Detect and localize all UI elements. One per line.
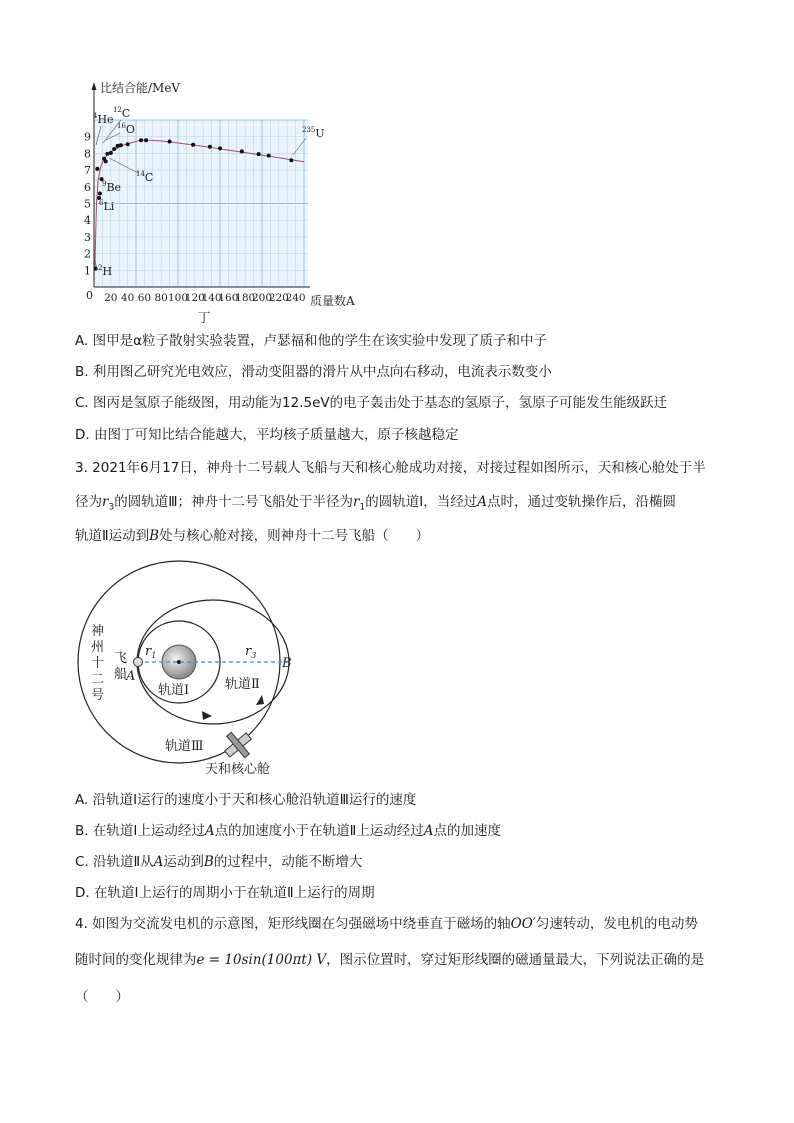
q2-option-d[interactable]: D. 由图丁可知比结合能越大，平均核子质量越大，原子核越稳定	[75, 427, 459, 443]
y-tick-label: 9	[84, 130, 91, 144]
q2-option-d-text: 由图丁可知比结合能越大，平均核子质量越大，原子核越稳定	[93, 427, 459, 443]
data-point	[240, 149, 244, 153]
data-point	[126, 142, 130, 146]
y-tick-label: 3	[84, 230, 91, 244]
binding-energy-chart	[70, 70, 370, 340]
q2-option-a[interactable]: A. 图甲是α粒子散射实验装置，卢瑟福和他的学生在该实验中发现了质子和中子	[75, 333, 547, 349]
station-label: 天和核心舱	[205, 762, 271, 777]
data-point	[104, 159, 108, 163]
q2-option-c-text: 图丙是氢原子能级图，用动能为12.5eV的电子轰击处于基态的氢原子，氢原子可能发生能级跃迁	[93, 395, 668, 411]
data-point	[257, 152, 261, 156]
q2-option-a-text: 图甲是α粒子散射实验装置，卢瑟福和他的学生在该实验中发现了质子和中子	[92, 333, 547, 349]
q4-stem-line2: 随时间的变化规律为e = 10sin(100πt) V，图示位置时，穿过矩形线圈的磁通量最大，下列说法正确的是	[75, 952, 705, 968]
x-tick-label: 220	[268, 292, 289, 304]
label-h2: $^2$H	[98, 264, 113, 278]
q3-option-d[interactable]: D. 在轨道Ⅰ上运行的周期小于在轨道Ⅱ上运行的周期	[75, 885, 375, 901]
spacecraft-icon	[134, 658, 143, 667]
x-tick-label: 160	[218, 292, 239, 304]
q3-option-a[interactable]: A. 沿轨道Ⅰ运行的速度小于天和核心舱沿轨道Ⅲ运行的速度	[75, 792, 417, 808]
x-tick-label: 100	[167, 292, 189, 304]
data-point	[289, 158, 293, 162]
y-tick-label: 8	[84, 147, 91, 161]
y-tick-label: 2	[84, 247, 91, 261]
q2-option-b[interactable]: B. 利用图乙研究光电效应，滑动变阻器的滑片从中点向右移动，电流表示数变小	[75, 364, 552, 380]
y-tick-label: 6	[84, 180, 91, 194]
label-li6: $^6$Li	[99, 199, 115, 213]
data-point	[144, 138, 148, 142]
orbit-three-label: 轨道Ⅲ	[165, 739, 204, 754]
data-point	[267, 154, 271, 158]
label-c14: $^{14}$C	[136, 170, 154, 184]
q2-option-b-text: 利用图乙研究光电效应，滑动变阻器的滑片从中点向右移动，电流表示数变小	[92, 364, 552, 380]
label-o16: $^{16}$O	[117, 122, 135, 136]
y-tick-label: 1	[84, 264, 91, 278]
data-point	[95, 167, 99, 171]
q3-stem-line3: 轨道Ⅱ运动到B处与核心舱对接，则神舟十二号飞船（ ）	[75, 528, 430, 544]
data-point	[98, 191, 102, 195]
orbit-one-label: 轨道Ⅰ	[158, 683, 190, 698]
y-tick-label: 7	[84, 164, 91, 178]
y-tick-label: 4	[84, 214, 91, 228]
data-point	[168, 140, 172, 144]
q2-option-c[interactable]: C. 图丙是氢原子能级图，用动能为12.5eV的电子轰击处于基态的氢原子，氢原子可能发生能级跃迁	[75, 395, 668, 411]
label-be9: $^9$Be	[102, 180, 122, 194]
x-tick-label: 40	[120, 292, 135, 304]
q3-stem-line1: 3. 2021年6月17日，神舟十二号载人飞船与天和核心舱成功对接，对接过程如图所示，天和核心舱处于半	[75, 460, 706, 476]
orbit-arrow	[202, 711, 212, 720]
orbit-arrow-2	[256, 695, 264, 705]
chart-caption: 丁	[197, 311, 211, 326]
data-point	[208, 145, 212, 149]
x-tick-label: 120	[184, 292, 205, 304]
ship-label-vertical: 飞船	[114, 651, 128, 682]
x-axis-label: 质量数A	[310, 294, 355, 308]
x-tick-label: 140	[201, 292, 222, 304]
data-point	[119, 143, 123, 147]
x-tick-label: 60	[137, 292, 152, 304]
y-axis-label: 比结合能/MeV	[100, 81, 181, 95]
orbit-diagram	[70, 555, 310, 785]
data-point	[139, 138, 143, 142]
emf-formula: e = 10sin(100πt) V	[196, 952, 327, 968]
r3-label: $r_3$	[245, 644, 257, 660]
label-u235: $^{235}$U	[302, 126, 325, 140]
y-tick-label: 5	[84, 197, 91, 211]
data-point	[116, 144, 120, 148]
q3-option-b[interactable]: B. 在轨道Ⅰ上运动经过A点的加速度小于在轨道Ⅱ上运动经过A点的加速度	[75, 823, 501, 839]
data-point	[191, 143, 195, 147]
r1-label: $r_1$	[145, 644, 157, 660]
data-point	[109, 151, 113, 155]
label-he4: $^4$He	[93, 112, 114, 126]
data-point	[218, 146, 222, 150]
orbit-two-label: 轨道Ⅱ	[225, 677, 260, 692]
point-b-label: B	[282, 656, 292, 671]
q4-stem-line1: 4. 如图为交流发电机的示意图，矩形线圈在匀强磁场中绕垂直于磁场的轴OO′匀速转动，发电机的电动势	[75, 916, 698, 932]
origin-label: 0	[86, 289, 93, 302]
x-tick-label: 80	[154, 292, 168, 304]
point-a-label: A	[126, 669, 136, 684]
x-tick-label: 180	[235, 292, 256, 304]
q4-stem-line3: （ ）	[75, 989, 129, 1005]
q3-option-c[interactable]: C. 沿轨道Ⅱ从A运动到B的过程中，动能不断增大	[75, 854, 363, 870]
y-tick-labels	[84, 131, 91, 278]
data-point	[112, 147, 116, 151]
x-tick-label: 20	[104, 292, 118, 304]
spacecraft-name-vertical: 神州十二号	[91, 624, 105, 703]
q3-stem-line2: 径为$r_3$的圆轨道Ⅲ；神舟十二号飞船处于半径为$r_1$的圆轨道Ⅰ，当经过A点时，通过变轨操作后，沿椭圆	[75, 494, 676, 513]
y-axis-arrow	[92, 82, 97, 90]
x-tick-labels	[86, 289, 306, 304]
x-tick-label: 200	[251, 292, 273, 304]
orbit-labels	[125, 644, 292, 777]
data-point	[105, 152, 109, 156]
x-tick-label: 240	[285, 292, 306, 304]
label-c12: $^{12}$C	[113, 106, 131, 120]
